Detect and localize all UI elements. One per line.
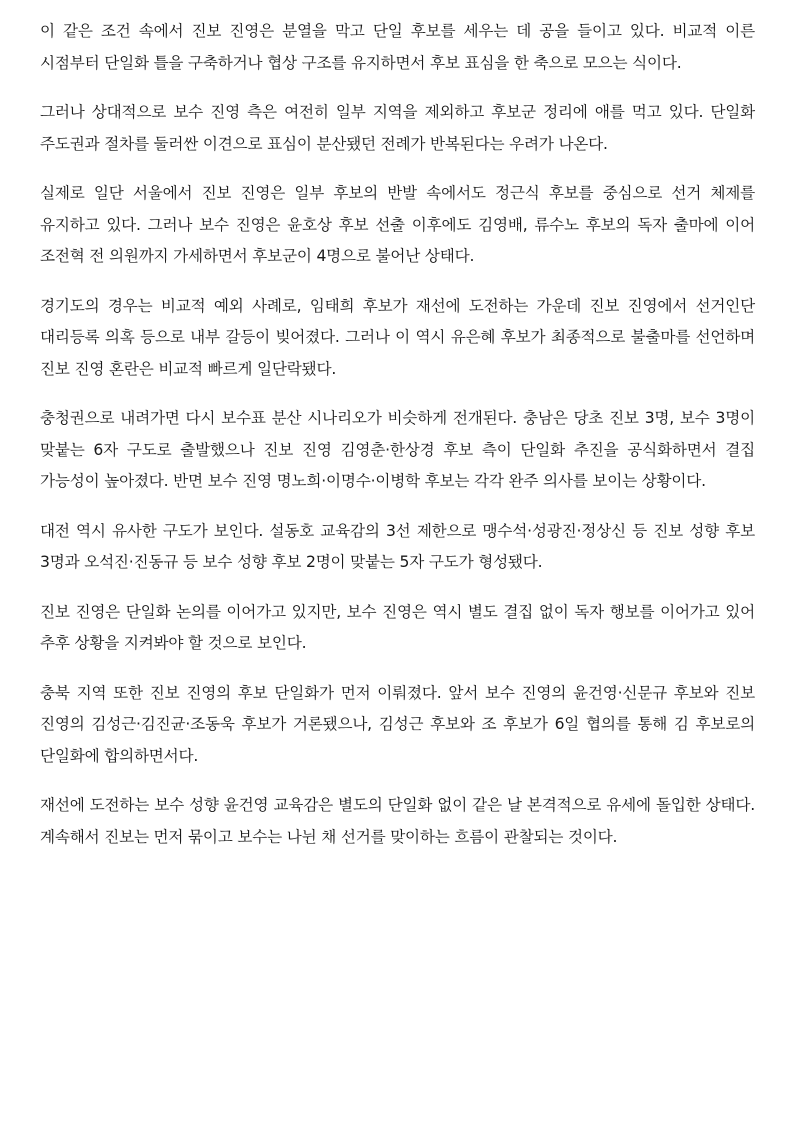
article-paragraph: 재선에 도전하는 보수 성향 윤건영 교육감은 별도의 단일화 없이 같은 날 본격적으로 유세에 돌입한 상태다. 계속해서 진보는 먼저 묶이고 보수는 나뉜 채 선거를 맞이하는 흐름이 관찰되는 것이다.	[40, 796, 755, 846]
article-paragraph: 이 같은 조건 속에서 진보 진영은 분열을 막고 단일 후보를 세우는 데 공을 들이고 있다. 비교적 이른 시점부터 단일화 틀을 구축하거나 협상 구조를 유지하면서 후보 표심을 한 축으로 모으는 식이다.	[40, 22, 755, 72]
article-paragraph: 충청권으로 내려가면 다시 보수표 분산 시나리오가 비슷하게 전개된다. 충남은 당초 진보 3명, 보수 3명이 맞붙는 6자 구도로 출발했으나 진보 진영 김영춘·한상경 후보 측이 단일화 추진을 공식화하면서 결집 가능성이 높아졌다. 반면 보수 진영 명노희·이명수·이병학 후보는 각각 완주 의사를 보이는 상황이다.	[40, 409, 755, 490]
article-paragraph: 실제로 일단 서울에서 진보 진영은 일부 후보의 반발 속에서도 정근식 후보를 중심으로 선거 체제를 유지하고 있다. 그러나 보수 진영은 윤호상 후보 선출 이후에도 김영배, 류수노 후보의 독자 출마에 이어 조전혁 전 의원까지 가세하면서 후보군이 4명으로 불어난 상태다.	[40, 184, 755, 265]
article-paragraph: 경기도의 경우는 비교적 예외 사례로, 임태희 후보가 재선에 도전하는 가운데 진보 진영에서 선거인단 대리등록 의혹 등으로 내부 갈등이 빚어졌다. 그러나 이 역시 유은혜 후보가 최종적으로 불출마를 선언하며 진보 진영 혼란은 비교적 빠르게 일단락됐다.	[40, 296, 755, 378]
article-paragraph: 그러나 상대적으로 보수 진영 측은 여전히 일부 지역을 제외하고 후보군 정리에 애를 먹고 있다. 단일화 주도권과 절차를 둘러싼 이견으로 표심이 분산됐던 전례가 반복된다는 우려가 나온다.	[40, 103, 755, 153]
article-paragraph: 대전 역시 유사한 구도가 보인다. 설동호 교육감의 3선 제한으로 맹수석·성광진·정상신 등 진보 성향 후보 3명과 오석진·진동규 등 보수 성향 후보 2명이 맞붙는 5자 구도가 형성됐다.	[40, 521, 755, 571]
article-paragraph: 충북 지역 또한 진보 진영의 후보 단일화가 먼저 이뤄졌다. 앞서 보수 진영의 윤건영·신문규 후보와 진보 진영의 김성근·김진균·조동욱 후보가 거론됐으나, 김성근 후보와 조 후보가 6일 협의를 통해 김 후보로의 단일화에 합의하면서다.	[40, 683, 755, 765]
article-paragraph: 진보 진영은 단일화 논의를 이어가고 있지만, 보수 진영은 역시 별도 결집 없이 독자 행보를 이어가고 있어 추후 상황을 지켜봐야 할 것으로 보인다.	[40, 602, 755, 652]
